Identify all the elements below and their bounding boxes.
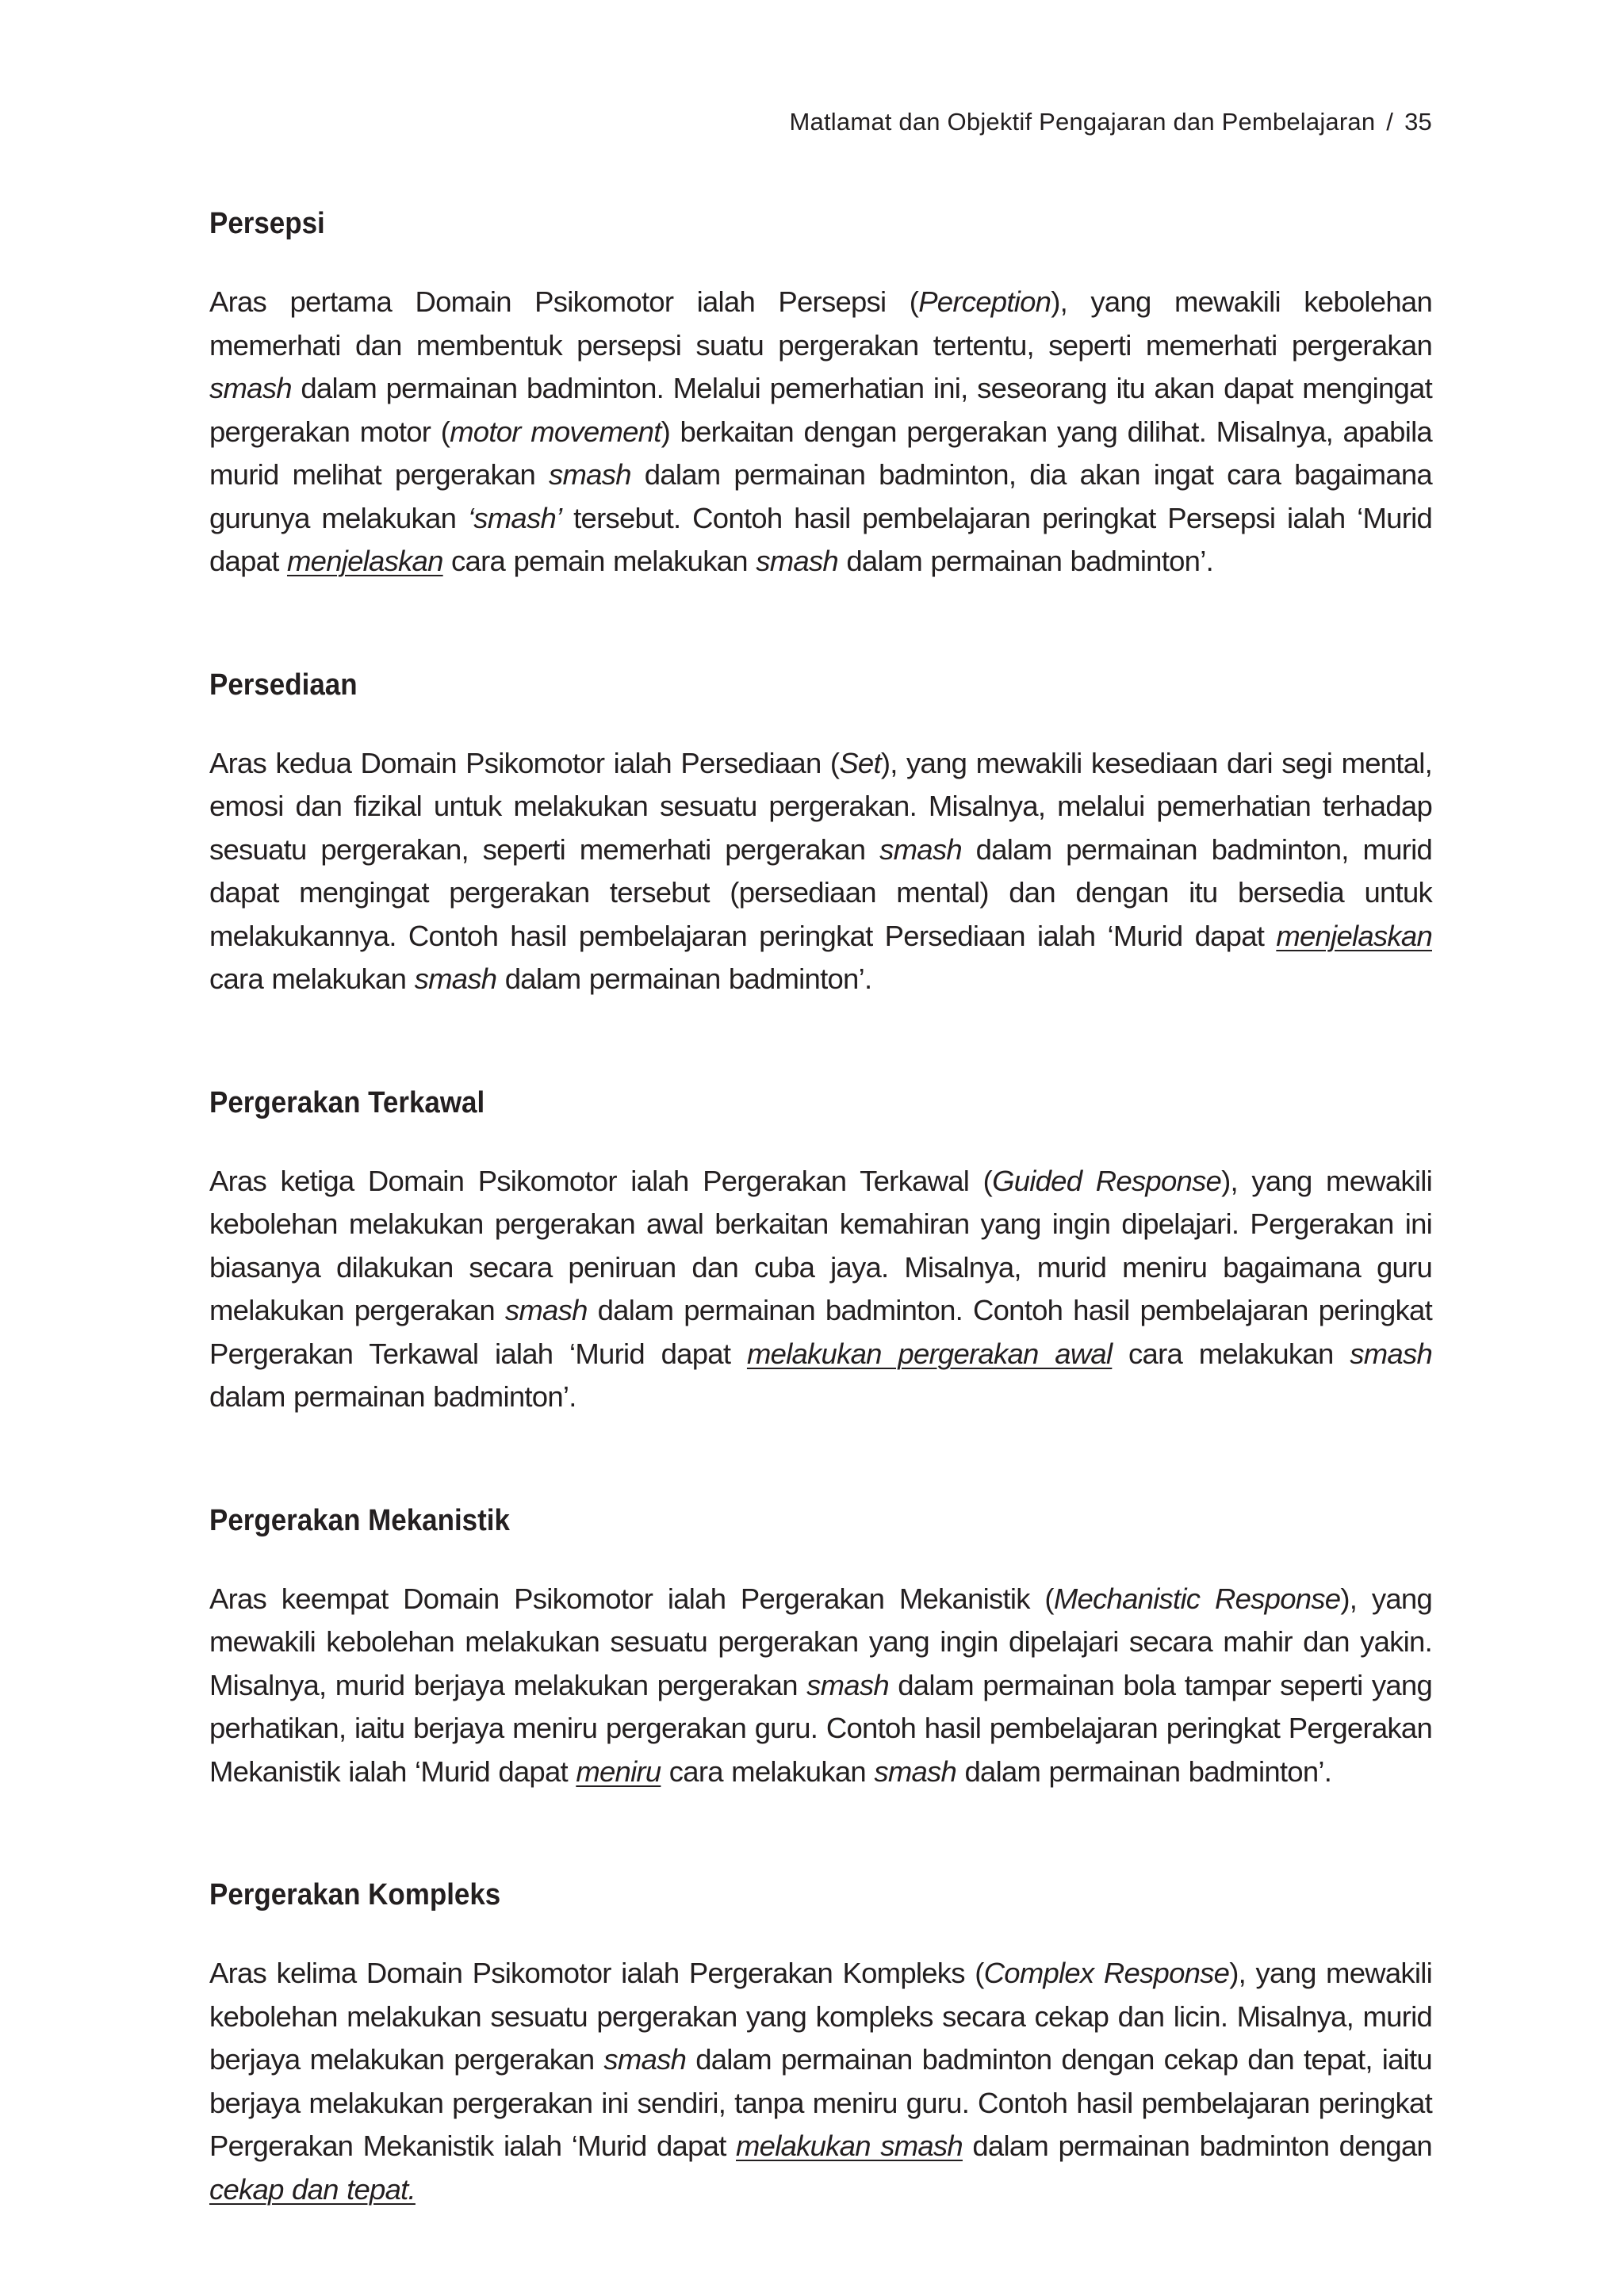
header-separator: / <box>1386 108 1394 136</box>
section-paragraph <box>209 281 1432 584</box>
section-paragraph <box>209 1952 1432 2211</box>
page-body <box>209 201 1432 2290</box>
italic-term: Complex Response <box>983 1957 1230 1989</box>
text-run: dalam permainan badminton. Melalui pemerhatian ini, seseorang itu akan dapat mengingat pergerakan motor ( <box>209 372 1432 448</box>
text-run: dalam permainan badminton, dia akan ingat cara bagaimana gurunya melakukan <box>209 458 1432 534</box>
italic-term: smash <box>1350 1337 1432 1370</box>
text-run: cara melakukan <box>661 1755 875 1788</box>
text-run: Aras kelima Domain Psikomotor ialah Pergerakan Kompleks ( <box>209 1957 984 1989</box>
text-run: ) berkaitan dengan pergerakan yang dilihat. Misalnya, apabila murid melihat pergerakan <box>209 415 1432 491</box>
italic-term: smash <box>874 1755 957 1788</box>
italic-term: smash <box>603 2043 687 2076</box>
italic-term: Set <box>839 746 881 779</box>
italic-term: ‘smash’ <box>467 501 562 534</box>
italic-term: Guided Response <box>992 1164 1222 1197</box>
text-run: cara melakukan <box>1112 1337 1350 1370</box>
text-run: dalam permainan badminton’. <box>956 1755 1332 1788</box>
section-pergerakan-kompleks <box>209 1873 1432 2211</box>
text-run: ), yang mewakili kebolehan melakukan sesuatu pergerakan yang kompleks secara cekap dan licin. Misalnya, murid berjaya melakukan pergerakan <box>209 1957 1432 2076</box>
emphasized-underlined-term: melakukan smash <box>736 2130 963 2162</box>
section-heading: Persediaan <box>209 668 358 702</box>
text-run: ), yang mewakili kebolehan melakukan sesuatu pergerakan yang ingin dipelajari secara mahir dan yakin. Misalnya, murid berjaya melakukan pergerakan <box>209 1582 1432 1701</box>
emphasized-underlined-term: cekap dan tepat. <box>209 2172 416 2206</box>
italic-term: smash <box>879 832 962 866</box>
section-pergerakan-terkawal <box>209 1081 1432 1419</box>
text-run: ), yang mewakili kesediaan dari segi mental, emosi dan fizikal untuk melakukan sesuatu pergerakan. Misalnya, melalui pemerhatian terhadap sesuatu pergerakan, seperti memerhati pergerakan <box>209 746 1432 866</box>
text-run: Aras keempat Domain Psikomotor ialah Pergerakan Mekanistik ( <box>209 1582 1054 1615</box>
text-run: Aras pertama Domain Psikomotor ialah Persepsi ( <box>209 285 919 318</box>
text-run: ), yang mewakili kebolehan memerhati dan membentuk persepsi suatu pergerakan tertentu, seperti memerhati pergerakan <box>209 285 1432 362</box>
text-run: cara melakukan <box>209 962 415 995</box>
emphasized-underlined-term: meniru <box>576 1755 661 1788</box>
italic-term: Perception <box>918 285 1051 318</box>
italic-term: smash <box>756 545 838 577</box>
emphasized-underlined-term: menjelaskan <box>1276 919 1432 952</box>
italic-term: smash <box>209 372 292 404</box>
text-run: dalam permainan badminton’. <box>837 545 1213 577</box>
text-run: dalam permainan bola tampar seperti yang perhatikan, iaitu berjaya meniru pergerakan guru. Contoh hasil pembelajaran peringkat Pergerakan Mekanistik ialah ‘Murid dapat <box>209 1668 1432 1788</box>
section-paragraph <box>209 1578 1432 1794</box>
running-title: Matlamat dan Objektif Pengajaran dan Pembelajaran <box>789 108 1376 136</box>
text-run: dalam permainan badminton dengan cekap dan tepat, iaitu berjaya melakukan pergerakan ini sendiri, tanpa meniru guru. Contoh hasil pembelajaran peringkat Pergerakan Mekanistik ialah ‘Murid dapat <box>209 2043 1432 2162</box>
section-persepsi <box>209 201 1432 584</box>
section-paragraph <box>209 1160 1432 1419</box>
text-run: dalam permainan badminton’. <box>209 1380 576 1413</box>
emphasized-underlined-term: menjelaskan <box>286 545 443 577</box>
italic-term: smash <box>806 1668 889 1701</box>
text-run: Aras kedua Domain Psikomotor ialah Persediaan ( <box>209 746 840 779</box>
section-paragraph <box>209 742 1432 1001</box>
section-heading: Pergerakan Kompleks <box>209 1878 501 1911</box>
italic-term: motor movement <box>450 415 661 448</box>
italic-term: smash <box>504 1294 588 1326</box>
text-run: cara pemain melakukan <box>442 545 756 577</box>
text-run: dalam permainan badminton’. <box>496 962 872 995</box>
text-run: dalam permainan badminton, murid dapat mengingat pergerakan tersebut (persediaan mental) dan dengan itu bersedia untuk melakukannya. Contoh hasil pembelajaran peringkat Persediaan ialah ‘Murid dapat <box>209 832 1432 952</box>
section-persediaan <box>209 663 1432 1001</box>
text-run: dalam permainan badminton. Contoh hasil pembelajaran peringkat Pergerakan Terkawal ialah ‘Murid dapat <box>209 1294 1432 1370</box>
section-heading: Pergerakan Terkawal <box>209 1085 485 1119</box>
italic-term: Mechanistic Response <box>1053 1582 1341 1615</box>
section-pergerakan-mekanistik <box>209 1498 1432 1794</box>
text-run: tersebut. Contoh hasil pembelajaran peringkat Persepsi ialah ‘Murid dapat <box>209 501 1433 577</box>
emphasized-underlined-term: melakukan pergerakan awal <box>746 1337 1113 1370</box>
italic-term: smash <box>414 962 497 995</box>
running-header <box>790 108 1432 136</box>
section-heading: Pergerakan Mekanistik <box>209 1503 510 1537</box>
italic-term: smash <box>549 458 631 491</box>
text-run: dalam permainan badminton dengan <box>962 2130 1432 2162</box>
text-run: Aras ketiga Domain Psikomotor ialah Pergerakan Terkawal ( <box>209 1164 993 1197</box>
section-heading: Persepsi <box>209 207 325 240</box>
text-run: ), yang mewakili kebolehan melakukan pergerakan awal berkaitan kemahiran yang ingin dipelajari. Pergerakan ini biasanya dilakukan secara peniruan dan cuba jaya. Misalnya, murid meniru bagaimana guru melakukan pergerakan <box>209 1164 1432 1326</box>
page-number: 35 <box>1404 108 1432 136</box>
